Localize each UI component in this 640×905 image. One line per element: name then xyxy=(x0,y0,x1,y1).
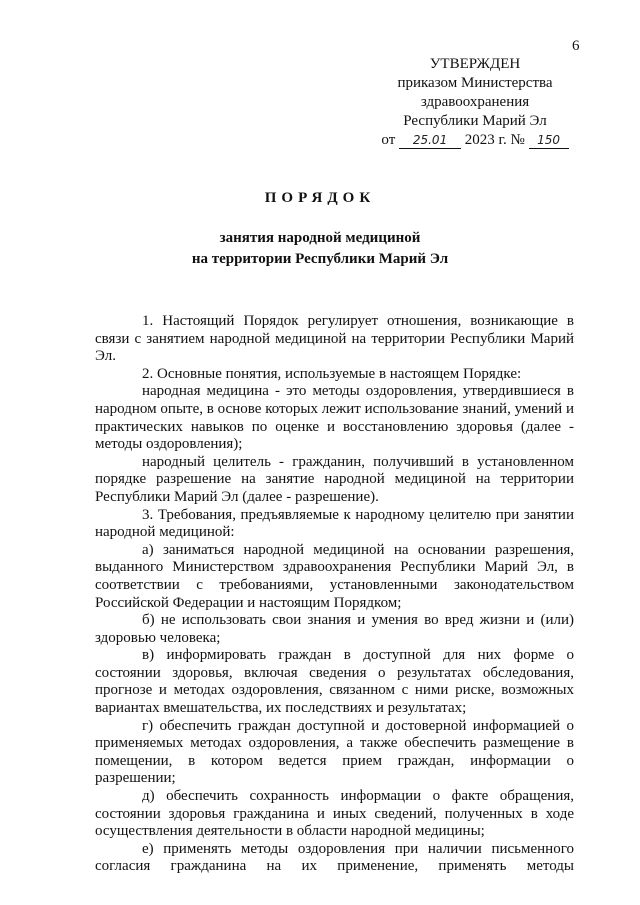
approval-line-1: приказом Министерства xyxy=(397,75,553,91)
paragraph-item-g: г) обеспечить граждан доступной и достоверной информацией о применяемых методах оздоровления, а также обеспечить размещение в помещении, в котором ведется прием граждан, информации о разрешении; xyxy=(95,717,574,787)
subtitle-line-2: на территории Республики Марий Эл xyxy=(191,251,449,267)
handwritten-date: 25.01 xyxy=(399,133,461,149)
paragraph-2: 2. Основные понятия, используемые в настоящем Порядке: xyxy=(142,365,522,382)
paragraph-1: 1. Настоящий Порядок регулирует отношения, возникающие в связи с занятием народной медициной на территории Республики Марий Эл. xyxy=(95,313,574,365)
approval-date-line xyxy=(360,131,590,150)
paragraph-item-a: а) заниматься народной медициной на основании разрешения, выданного Министерством здравоохранения Республики Марий Эл, в соответствии с требованиями, установленными законодательством Российской Федерации и настоящим Порядком; xyxy=(95,541,574,611)
subtitle-line-1: занятия народной медициной xyxy=(219,230,421,246)
approval-line-3: Республики Марий Эл xyxy=(403,113,547,129)
date-prefix: от xyxy=(381,132,396,148)
date-year: 2023 г. № xyxy=(464,132,525,148)
paragraph-3: 3. Требования, предъявляемые к народному целителю при занятии народной медициной: xyxy=(95,506,574,541)
page-number: 6 xyxy=(572,38,580,54)
document-title: ПОРЯДОК xyxy=(264,190,376,206)
approval-line-2: здравоохранения xyxy=(420,94,530,110)
paragraph-item-d: д) обеспечить сохранность информации о факте обращения, состоянии здоровья гражданина и иных сведений, полученных в ходе осуществления деятельности в области народной медицины; xyxy=(95,788,574,840)
handwritten-number: 150 xyxy=(529,133,569,149)
document-body xyxy=(95,313,574,876)
approval-heading: УТВЕРЖДЕН xyxy=(429,56,521,72)
document-subtitle xyxy=(0,228,640,270)
paragraph-item-e: е) применять методы оздоровления при наличии письменного согласия гражданина на их применение, применять методы xyxy=(95,840,574,875)
paragraph-item-b: б) не использовать свои знания и умения во вред жизни и (или) здоровью человека; xyxy=(95,612,574,646)
paragraph-definition-healer: народный целитель - гражданин, получивший в установленном порядке разрешение на занятие народной медициной на территории Республики Марий Эл (далее - разрешение). xyxy=(95,453,574,505)
approval-stamp xyxy=(360,55,590,150)
paragraph-item-v: в) информировать граждан в доступной для них форме о состоянии здоровья, включая сведения о результатах обследования, прогнозе и методах оздоровления, связанном с ними риске, возможных вариантах вмешательства, их последствиях и результатах; xyxy=(95,647,574,717)
paragraph-definition-folk-medicine: народная медицина - это методы оздоровления, утвердившиеся в народном опыте, в основе которых лежит использование знаний, умений и практических навыков по оценке и восстановлению здоровья (далее - методы оздоровления); xyxy=(95,383,574,453)
